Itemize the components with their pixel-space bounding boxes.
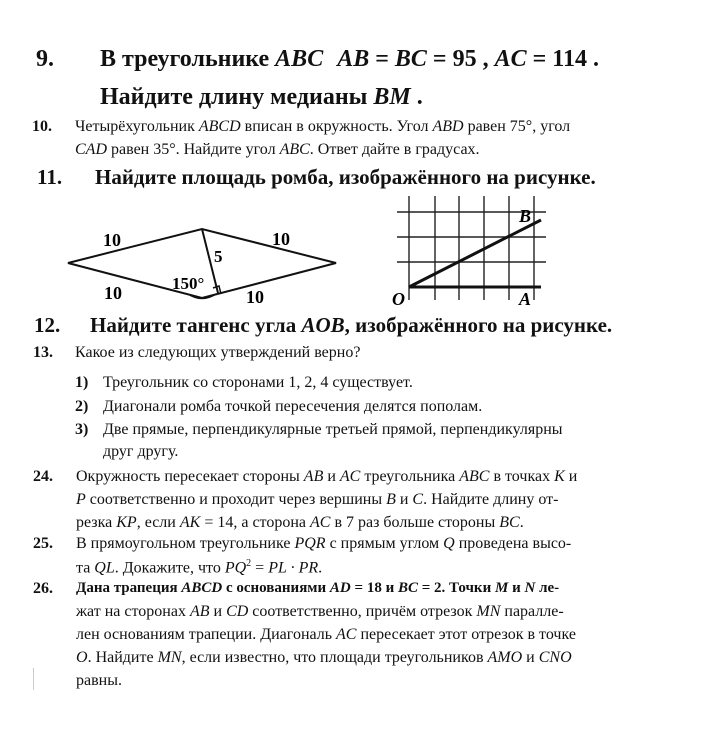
math-var: QL xyxy=(94,559,115,577)
exponent: 2 xyxy=(246,558,252,569)
text: соответственно, причём отрезок xyxy=(248,603,477,620)
text: в 7 раз больше стороны xyxy=(330,514,500,531)
text: . Ответ дайте в градусах. xyxy=(309,141,480,158)
point-label-A: A xyxy=(519,289,532,309)
text: , если xyxy=(136,514,180,531)
math-var: K xyxy=(554,468,565,485)
math-var: MN xyxy=(157,649,182,666)
text: и xyxy=(564,468,578,485)
problem-number: 9. xyxy=(36,46,54,72)
side-label: 10 xyxy=(103,230,121,250)
height-label: 5 xyxy=(214,247,223,266)
math-var: BC xyxy=(397,580,418,596)
text: В прямоугольном треугольнике xyxy=(76,535,295,552)
option-text: Две прямые, перпендикулярные третьей прямой, перпендикулярны xyxy=(103,421,563,438)
problem-text-line xyxy=(76,672,122,690)
problem-number: 10. xyxy=(32,118,52,135)
text: паралле- xyxy=(500,603,564,620)
problem-text-line xyxy=(76,626,576,644)
math-var: AMO xyxy=(487,649,523,666)
math-var: C xyxy=(412,491,424,508)
math-var: CAD xyxy=(75,141,107,158)
text: с прямым углом xyxy=(325,535,444,552)
point-label-O: O xyxy=(392,289,405,309)
math-var: AC xyxy=(309,514,331,531)
text: = 2. Точки xyxy=(417,580,495,596)
grid-figure xyxy=(392,196,546,309)
text: = 95 , xyxy=(426,46,495,72)
problem-text-line xyxy=(76,580,559,597)
text: проведена высо- xyxy=(454,535,572,552)
option-text: Диагонали ромба точкой пересечения делятся пополам. xyxy=(103,398,483,415)
text: и xyxy=(323,468,340,485)
problem-number: 13. xyxy=(33,344,53,361)
problem-text: Найдите площадь ромба, изображённого на рисунке. xyxy=(95,165,596,189)
math-var: AB xyxy=(337,46,370,72)
text: резка xyxy=(76,514,117,531)
math-var: P xyxy=(76,491,86,508)
problem-number: 25. xyxy=(33,535,53,552)
text: и xyxy=(508,580,525,596)
math-var: O xyxy=(76,649,88,666)
text: = xyxy=(369,46,395,72)
problem-number: 11. xyxy=(37,165,63,189)
math-var: PL · PR xyxy=(268,559,319,577)
text: вписан в окружность. Угол xyxy=(240,118,433,135)
text: . Докажите, что xyxy=(114,559,225,577)
text: Четырёхугольник xyxy=(75,118,199,135)
text: Окружность пересекает стороны xyxy=(76,468,304,485)
math-var: ABCD xyxy=(198,118,241,135)
text: , если известно, что площади треугольников xyxy=(181,649,488,666)
problem-text-line xyxy=(76,535,571,553)
problem-text-line xyxy=(76,558,322,577)
text: Найдите тангенс угла xyxy=(90,313,302,337)
math-var: B xyxy=(386,491,396,508)
math-var: CNO xyxy=(538,649,572,666)
math-var: ABC xyxy=(275,46,324,72)
text: ле- xyxy=(535,580,560,596)
math-var: Q xyxy=(443,535,455,552)
side-label: 10 xyxy=(246,287,264,307)
math-var: ABC xyxy=(459,468,490,485)
math-var: CD xyxy=(226,603,249,620)
text: и xyxy=(522,649,539,666)
math-var: AOB xyxy=(301,313,345,337)
text: с основаниями xyxy=(222,580,330,596)
math-var: ABCD xyxy=(181,580,223,596)
text: равен 75°, угол xyxy=(463,118,571,135)
option-number: 2) xyxy=(75,398,89,415)
text: = 18 и xyxy=(350,580,398,596)
text: = xyxy=(251,559,269,577)
text: соответственно и проходит через вершины xyxy=(85,491,387,508)
text: та xyxy=(76,559,95,577)
text: . Найдите xyxy=(87,649,158,666)
math-var: PQR xyxy=(294,535,326,552)
math-var: ABC xyxy=(279,141,310,158)
math-var: M xyxy=(494,580,509,596)
math-var: ABD xyxy=(432,118,464,135)
text: и xyxy=(395,491,413,508)
math-var: KP xyxy=(116,514,137,531)
problem-text-line xyxy=(76,468,577,486)
text: , изображённого на рисунке. xyxy=(344,313,613,337)
text: лен основаниям трапеции. Диагональ xyxy=(76,626,337,643)
math-var: AB xyxy=(189,603,210,620)
text: . xyxy=(519,514,524,531)
problem-number: 24. xyxy=(33,468,53,485)
side-label: 10 xyxy=(104,283,122,303)
option-number: 1) xyxy=(75,374,89,391)
problem-text-line xyxy=(76,491,558,509)
problem-text-line xyxy=(76,603,564,621)
problem-question: Какое из следующих утверждений верно? xyxy=(75,344,361,361)
problem-text-line xyxy=(76,514,524,532)
angle-label: 150° xyxy=(172,274,205,293)
option-text-cont: друг другу. xyxy=(103,443,179,460)
side-label: 10 xyxy=(272,229,290,249)
text: жат на сторонах xyxy=(76,603,190,620)
text: и xyxy=(209,603,227,620)
text: треугольника xyxy=(360,468,460,485)
text: равны. xyxy=(76,672,122,689)
text: . xyxy=(410,84,423,110)
math-var: BM xyxy=(373,84,411,110)
ray-OB xyxy=(409,220,541,287)
option-number: 3) xyxy=(75,421,89,438)
text: пересекает этот отрезок в точке xyxy=(356,626,576,643)
problem-text-line xyxy=(76,649,572,667)
text: . xyxy=(318,559,323,577)
math-var: AC xyxy=(336,626,357,643)
problem-text xyxy=(90,313,612,338)
point-label-B: B xyxy=(519,206,532,226)
option-text: Треугольник со сторонами 1, 2, 4 существует. xyxy=(103,374,413,391)
scan-artifact-line xyxy=(33,668,34,690)
text: . Найдите длину от- xyxy=(423,491,559,508)
math-var: AD xyxy=(329,580,351,596)
text: Найдите длину медианы xyxy=(100,84,374,110)
text: = 14, а сторона xyxy=(200,514,310,531)
math-var: BC xyxy=(499,514,520,531)
math-var: PQ xyxy=(224,559,247,577)
math-var: AC xyxy=(339,468,361,485)
problem-number: 12. xyxy=(34,313,61,337)
math-var: AC xyxy=(494,46,527,72)
problem-number: 26. xyxy=(33,580,53,597)
text: = 114 . xyxy=(526,46,599,72)
text: Дана трапеция xyxy=(76,580,182,596)
math-var: MN xyxy=(476,603,501,620)
math-var: N xyxy=(524,580,536,596)
text: равен 35°. Найдите угол xyxy=(107,141,280,158)
math-var: AK xyxy=(179,514,201,531)
math-var: AB xyxy=(303,468,324,485)
math-var: BC xyxy=(394,46,427,72)
text: в точках xyxy=(489,468,555,485)
text: В треугольнике xyxy=(100,46,276,72)
